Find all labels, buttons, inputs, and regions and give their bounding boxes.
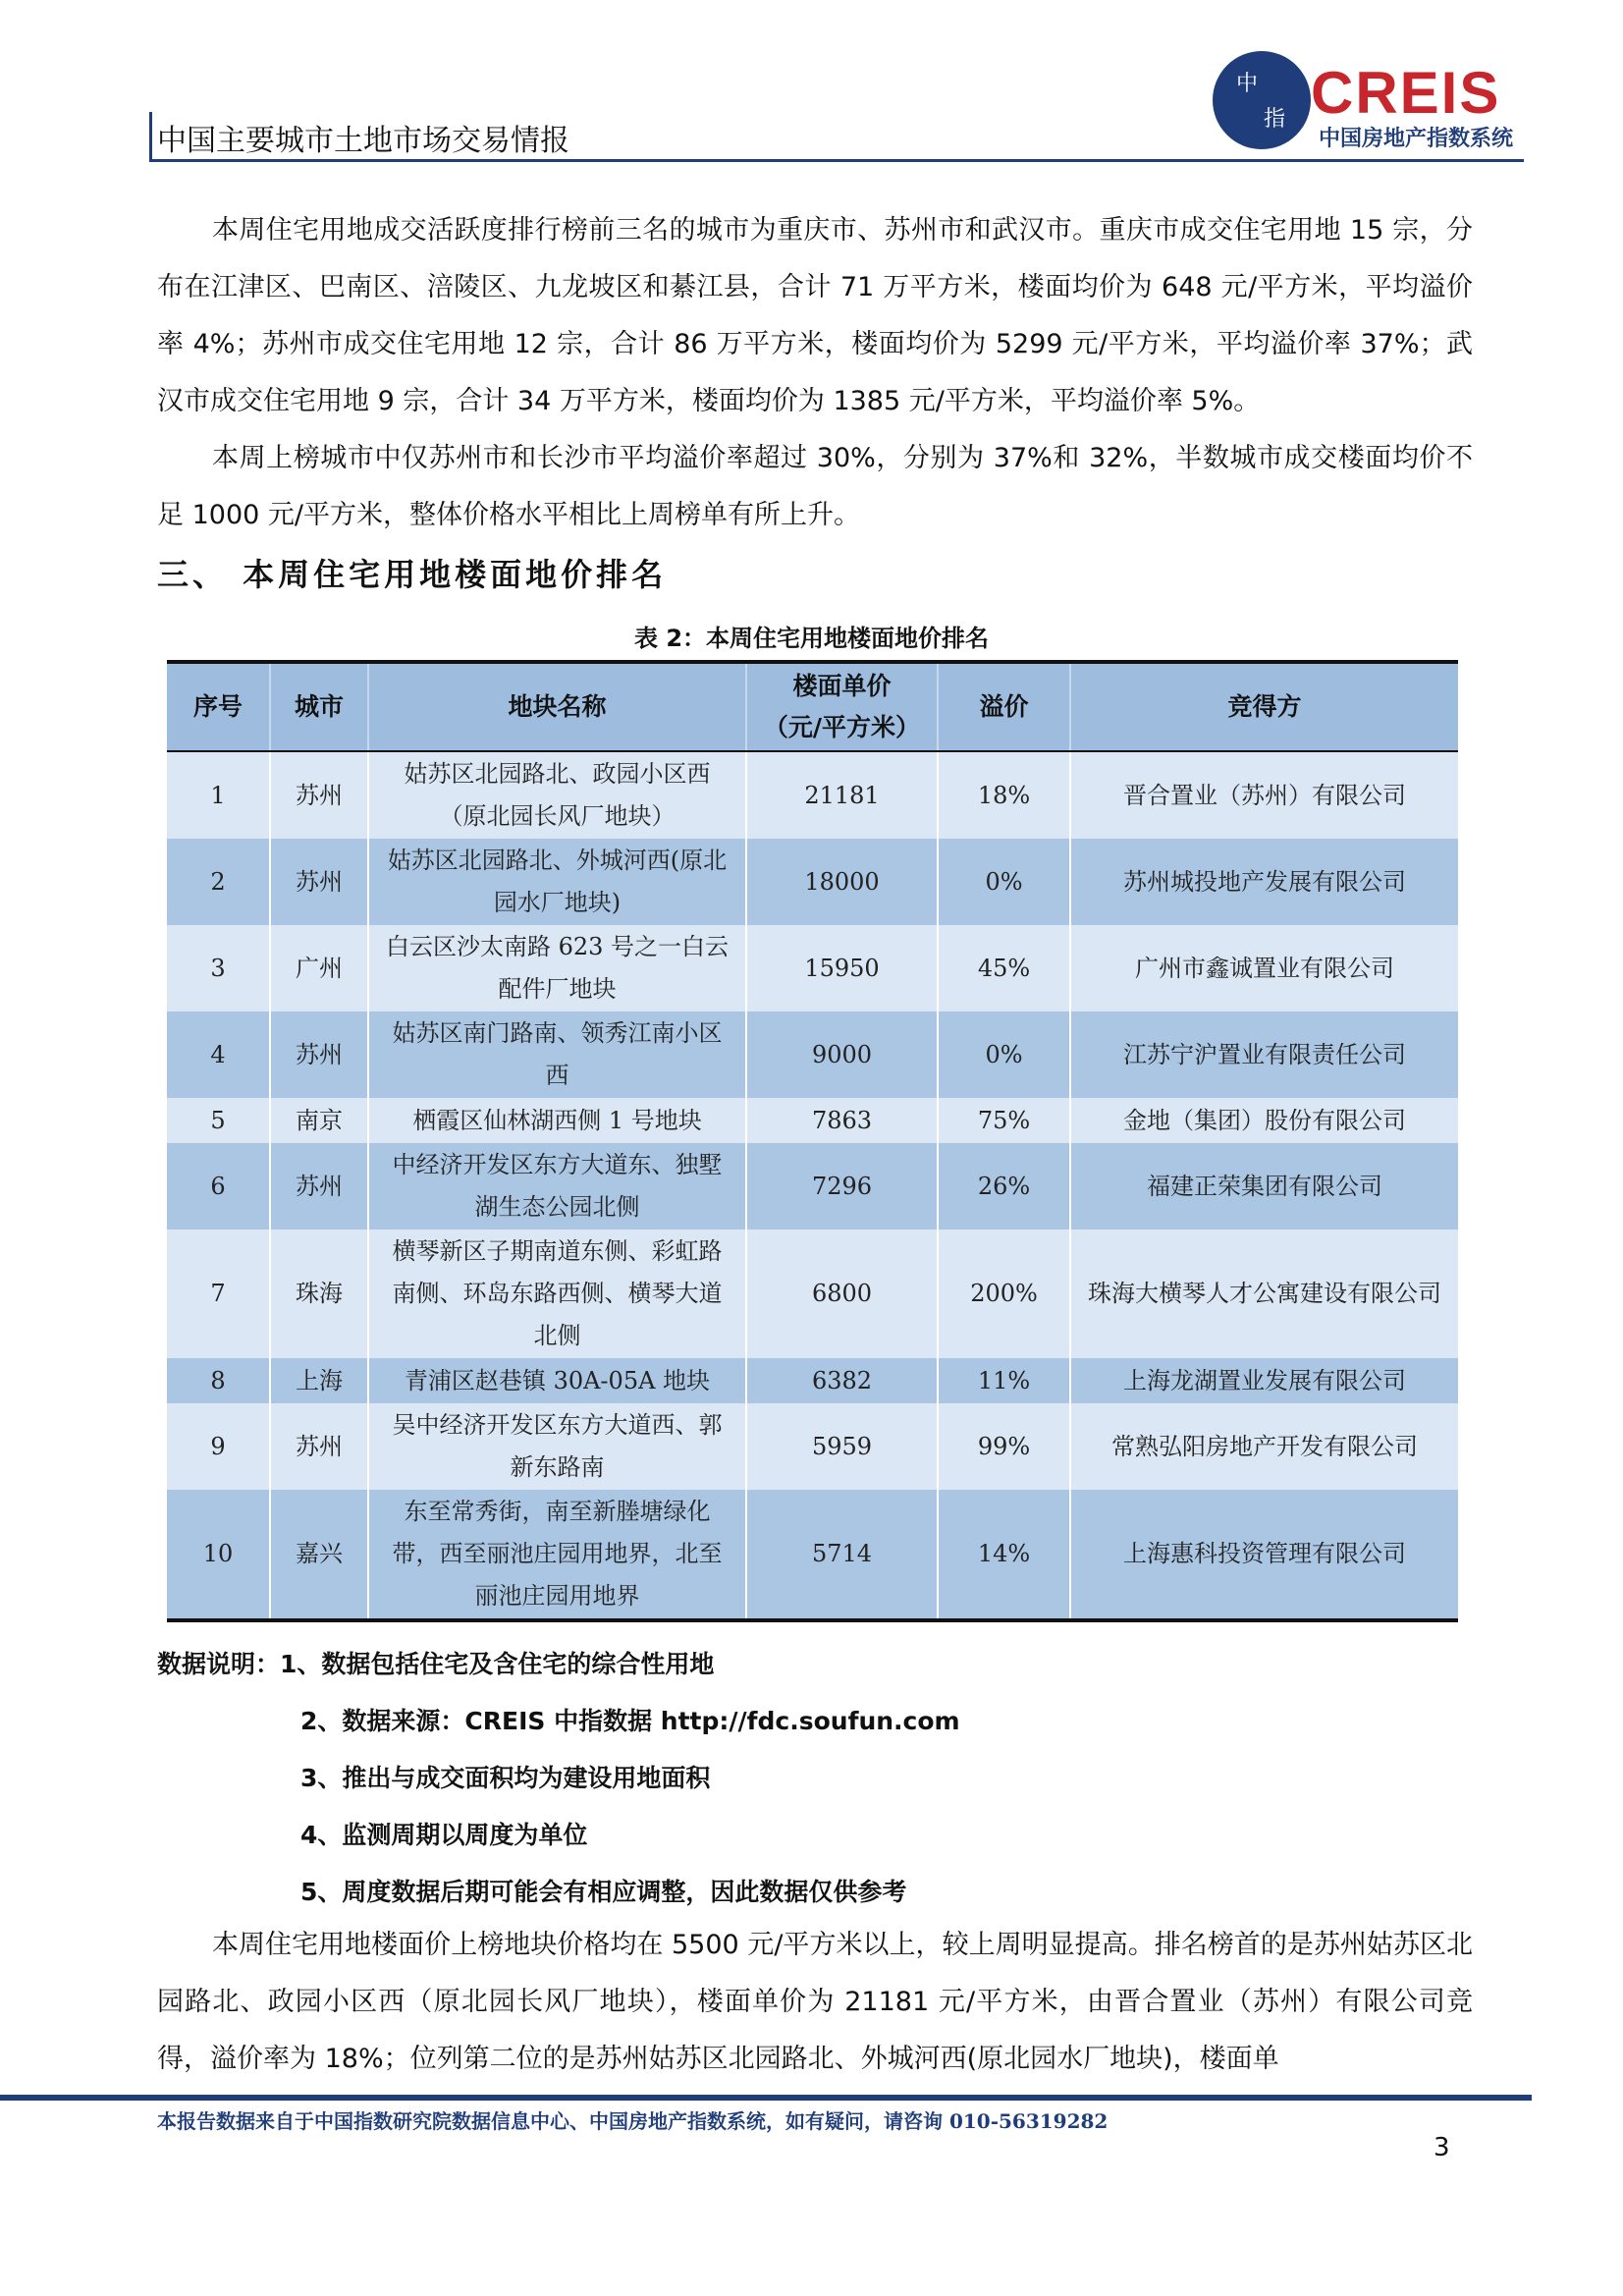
note-item: 2、数据来源：CREIS 中指数据 http://fdc.soufun.com	[300, 1707, 960, 1735]
table-row	[167, 1011, 1458, 1098]
cell-premium: 26%	[938, 1143, 1070, 1230]
intro-paragraph-1: 本周住宅用地成交活跃度排行榜前三名的城市为重庆市、苏州市和武汉市。重庆市成交住宅用地 15 宗，分布在江津区、巴南区、涪陵区、九龙坡区和綦江县，合计 71 万平方米，楼面均价为 648 元/平方米，平均溢价率 4%；苏州市成交住宅用地 12 宗，合计 86 万平方米，楼面均价为 5299 元/平方米，平均溢价率 37%；武汉市成交住宅用地 9 宗，合计 34 万平方米，楼面均价为 1385 元/平方米，平均溢价率 5%。	[157, 215, 1473, 416]
footer-divider	[0, 2095, 1532, 2101]
table-row	[167, 1403, 1458, 1490]
cell-price: 6382	[746, 1358, 938, 1403]
header-divider	[149, 159, 1524, 162]
cell-city: 苏州	[270, 1011, 368, 1098]
page-number: 3	[1434, 2133, 1450, 2162]
cell-city: 广州	[270, 925, 368, 1011]
cell-city: 上海	[270, 1358, 368, 1403]
cell-parcel	[368, 1098, 746, 1143]
cell-price: 15950	[746, 925, 938, 1011]
cell-parcel-text: 吴中经济开发区东方大道西、郭新东路南	[392, 1411, 723, 1481]
logo-seal-top: 中	[1236, 72, 1259, 96]
cell-price: 7863	[746, 1098, 938, 1143]
table-row	[167, 1490, 1458, 1620]
cell-winner: 苏州城投地产发展有限公司	[1070, 839, 1458, 925]
cell-parcel-text: 姑苏区南门路南、领秀江南小区西	[392, 1019, 723, 1089]
cell-no: 6	[167, 1143, 270, 1230]
cell-city: 苏州	[270, 751, 368, 839]
cell-city: 嘉兴	[270, 1490, 368, 1620]
cell-parcel-text: 中经济开发区东方大道东、独墅湖生态公园北侧	[392, 1151, 723, 1221]
cell-no: 3	[167, 925, 270, 1011]
header-city: 城市	[270, 662, 368, 751]
cell-winner: 珠海大横琴人才公寓建设有限公司	[1070, 1230, 1458, 1358]
cell-premium: 200%	[938, 1230, 1070, 1358]
cell-city: 珠海	[270, 1230, 368, 1358]
cell-winner: 福建正荣集团有限公司	[1070, 1143, 1458, 1230]
cell-price: 5714	[746, 1490, 938, 1620]
closing-text	[157, 1917, 1473, 2088]
note-item: 1、数据包括住宅及含住宅的综合性用地	[280, 1650, 715, 1678]
cell-parcel-text: 姑苏区北园路北、外城河西(原北园水厂地块)	[387, 847, 728, 916]
cell-no: 4	[167, 1011, 270, 1098]
cell-city: 苏州	[270, 1403, 368, 1490]
cell-winner: 江苏宁沪置业有限责任公司	[1070, 1011, 1458, 1098]
logo-seal-bottom: 指	[1264, 107, 1286, 132]
report-title: 中国主要城市土地市场交易情报	[157, 124, 569, 158]
cell-parcel	[368, 1403, 746, 1490]
cell-premium: 11%	[938, 1358, 1070, 1403]
cell-parcel	[368, 1230, 746, 1358]
notes-line-1	[157, 1636, 960, 1693]
header-winner: 竞得方	[1070, 662, 1458, 751]
table-row	[167, 1143, 1458, 1230]
intro-paragraph-2: 本周上榜城市中仅苏州市和长沙市平均溢价率超过 30%，分别为 37%和 32%，半数城市成交楼面均价不足 1000 元/平方米，整体价格水平相比上周榜单有所上升。	[157, 443, 1473, 530]
cell-premium: 99%	[938, 1403, 1070, 1490]
table-caption: 表 2：本周住宅用地楼面地价排名	[633, 625, 990, 652]
cell-parcel	[368, 925, 746, 1011]
closing-paragraph: 本周住宅用地楼面价上榜地块价格均在 5500 元/平方米以上，较上周明显提高。排名榜首的是苏州姑苏区北园路北、政园小区西（原北园长风厂地块），楼面单价为 21181 元/平方米，由晋合置业（苏州）有限公司竞得，溢价率为 18%；位列第二位的是苏州姑苏区北园路北、外城河西(原北园水厂地块)，楼面单	[157, 1930, 1473, 2074]
cell-parcel-text: 东至常秀街，南至新塍塘绿化带，西至丽池庄园用地界，北至丽池庄园用地界	[392, 1498, 723, 1610]
header-price	[746, 662, 938, 751]
cell-city: 南京	[270, 1098, 368, 1143]
header-price-line2: （元/平方米）	[763, 713, 921, 741]
cell-parcel-text: 横琴新区子期南道东侧、彩虹路南侧、环岛东路西侧、横琴大道北侧	[392, 1237, 723, 1349]
land-price-ranking-table	[167, 660, 1458, 1622]
cell-winner: 晋合置业（苏州）有限公司	[1070, 751, 1458, 839]
cell-no: 8	[167, 1358, 270, 1403]
cell-parcel-text: 姑苏区北园路北、政园小区西（原北园长风厂地块）	[404, 760, 711, 830]
cell-parcel-text: 白云区沙太南路 623 号之一白云配件厂地块	[385, 933, 730, 1003]
logo-subtitle: 中国房地产指数系统	[1319, 127, 1514, 151]
cell-winner: 上海龙湖置业发展有限公司	[1070, 1358, 1458, 1403]
footer-text: 本报告数据来自于中国指数研究院数据信息中心、中国房地产指数系统，如有疑问，请咨询 010-56319282	[157, 2109, 1109, 2133]
table-row	[167, 1098, 1458, 1143]
cell-city: 苏州	[270, 839, 368, 925]
cell-winner: 金地（集团）股份有限公司	[1070, 1098, 1458, 1143]
table-row	[167, 925, 1458, 1011]
cell-parcel	[368, 1358, 746, 1403]
header-premium: 溢价	[938, 662, 1070, 751]
cell-parcel-text: 栖霞区仙林湖西侧 1 号地块	[412, 1106, 702, 1134]
cell-price: 5959	[746, 1403, 938, 1490]
cell-price: 9000	[746, 1011, 938, 1098]
cell-premium: 14%	[938, 1490, 1070, 1620]
cell-parcel	[368, 751, 746, 839]
creis-logo	[1213, 51, 1537, 159]
header-no: 序号	[167, 662, 270, 751]
cell-winner: 常熟弘阳房地产开发有限公司	[1070, 1403, 1458, 1490]
cell-winner: 上海惠科投资管理有限公司	[1070, 1490, 1458, 1620]
cell-premium: 0%	[938, 1011, 1070, 1098]
table-row	[167, 1358, 1458, 1403]
logo-seal-icon	[1213, 51, 1311, 149]
cell-no: 9	[167, 1403, 270, 1490]
table-row	[167, 1230, 1458, 1358]
cell-premium: 75%	[938, 1098, 1070, 1143]
cell-no: 1	[167, 751, 270, 839]
cell-parcel	[368, 839, 746, 925]
cell-no: 5	[167, 1098, 270, 1143]
header-price-line1: 楼面单价	[792, 672, 892, 700]
cell-parcel-text: 青浦区赵巷镇 30A-05A 地块	[404, 1366, 711, 1394]
data-notes	[157, 1636, 960, 1921]
table-row	[167, 839, 1458, 925]
note-item: 5、周度数据后期可能会有相应调整，因此数据仅供参考	[300, 1878, 907, 1906]
table-header-row	[167, 662, 1458, 751]
intro-text	[157, 202, 1473, 544]
cell-premium: 0%	[938, 839, 1070, 925]
cell-premium: 18%	[938, 751, 1070, 839]
header-accent-bar	[149, 112, 152, 161]
cell-winner: 广州市鑫诚置业有限公司	[1070, 925, 1458, 1011]
logo-text: CREIS	[1311, 60, 1501, 126]
cell-parcel	[368, 1490, 746, 1620]
cell-no: 10	[167, 1490, 270, 1620]
note-item: 4、监测周期以周度为单位	[300, 1821, 588, 1849]
notes-label: 数据说明：	[157, 1650, 281, 1678]
cell-price: 6800	[746, 1230, 938, 1358]
cell-price: 21181	[746, 751, 938, 839]
cell-no: 7	[167, 1230, 270, 1358]
cell-city: 苏州	[270, 1143, 368, 1230]
table-row	[167, 751, 1458, 839]
header-parcel: 地块名称	[368, 662, 746, 751]
cell-premium: 45%	[938, 925, 1070, 1011]
note-item: 3、推出与成交面积均为建设用地面积	[300, 1764, 711, 1792]
cell-price: 18000	[746, 839, 938, 925]
cell-parcel	[368, 1143, 746, 1230]
section-title: 三、 本周住宅用地楼面地价排名	[157, 556, 668, 593]
cell-price: 7296	[746, 1143, 938, 1230]
cell-no: 2	[167, 839, 270, 925]
cell-parcel	[368, 1011, 746, 1098]
